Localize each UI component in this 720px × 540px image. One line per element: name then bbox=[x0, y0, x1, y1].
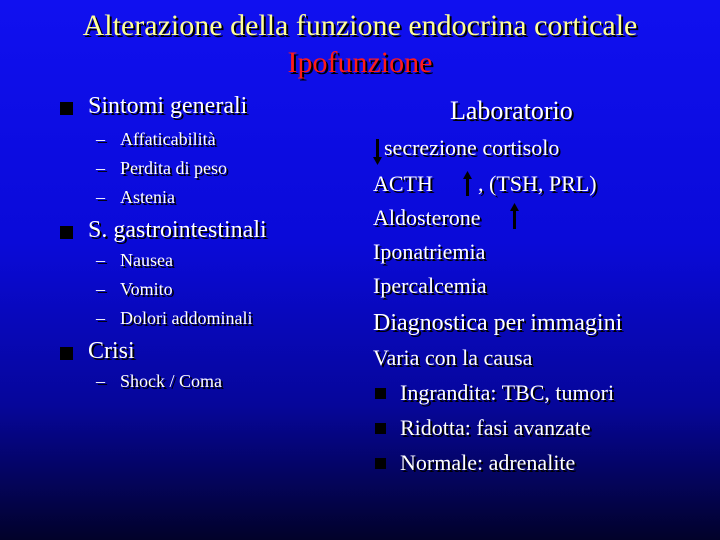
slide-title bbox=[0, 8, 720, 81]
square-bullet-icon bbox=[375, 423, 386, 434]
dash-bullet-icon: – bbox=[96, 371, 105, 391]
dash-bullet-icon: – bbox=[96, 308, 105, 328]
title-line-2: Ipofunzione bbox=[287, 45, 433, 79]
imaging-heading: Diagnostica per immagini bbox=[373, 310, 623, 336]
lab-heading: Laboratorio bbox=[450, 96, 573, 125]
square-bullet-icon bbox=[375, 458, 386, 469]
dash-bullet-icon: – bbox=[96, 250, 105, 270]
list-item: Astenia bbox=[120, 187, 175, 207]
list-item: Vomito bbox=[120, 279, 173, 299]
imaging-intro: Varia con la causa bbox=[373, 345, 533, 370]
square-bullet-icon bbox=[60, 102, 73, 115]
section-heading-crisi: Crisi bbox=[88, 338, 135, 364]
square-bullet-icon bbox=[375, 388, 386, 399]
lab-item-aldosterone: Aldosterone bbox=[373, 205, 481, 230]
list-item: Shock / Coma bbox=[120, 371, 222, 391]
lab-item-iponatriemia: Iponatriemia bbox=[373, 239, 486, 264]
section-heading-gastrointestinali: S. gastrointestinali bbox=[88, 217, 267, 243]
dash-bullet-icon: – bbox=[96, 187, 105, 207]
square-bullet-icon bbox=[60, 226, 73, 239]
imaging-item: Ingrandita: TBC, tumori bbox=[400, 380, 615, 405]
arrow-down-icon bbox=[373, 138, 382, 166]
lab-item-cortisolo: secrezione cortisolo bbox=[384, 135, 560, 160]
list-item: Affaticabilità bbox=[120, 129, 216, 149]
list-item: Dolori addominali bbox=[120, 308, 253, 328]
dash-bullet-icon: – bbox=[96, 279, 105, 299]
imaging-item: Normale: adrenalite bbox=[400, 450, 576, 475]
list-item: Nausea bbox=[120, 250, 173, 270]
dash-bullet-icon: – bbox=[96, 129, 105, 149]
lab-item-acth: ACTH bbox=[373, 171, 433, 196]
arrow-up-icon bbox=[463, 171, 472, 197]
lab-item-acth-extra: , (TSH, PRL) bbox=[478, 171, 597, 196]
section-heading-sintomi: Sintomi generali bbox=[88, 93, 248, 119]
square-bullet-icon bbox=[60, 347, 73, 360]
arrow-up-icon bbox=[510, 203, 519, 230]
dash-bullet-icon: – bbox=[96, 158, 105, 178]
imaging-item: Ridotta: fasi avanzate bbox=[400, 415, 591, 440]
list-item: Perdita di peso bbox=[120, 158, 227, 178]
lab-item-ipercalcemia: Ipercalcemia bbox=[373, 273, 487, 298]
title-line-1: Alterazione della funzione endocrina corticale bbox=[82, 9, 638, 42]
